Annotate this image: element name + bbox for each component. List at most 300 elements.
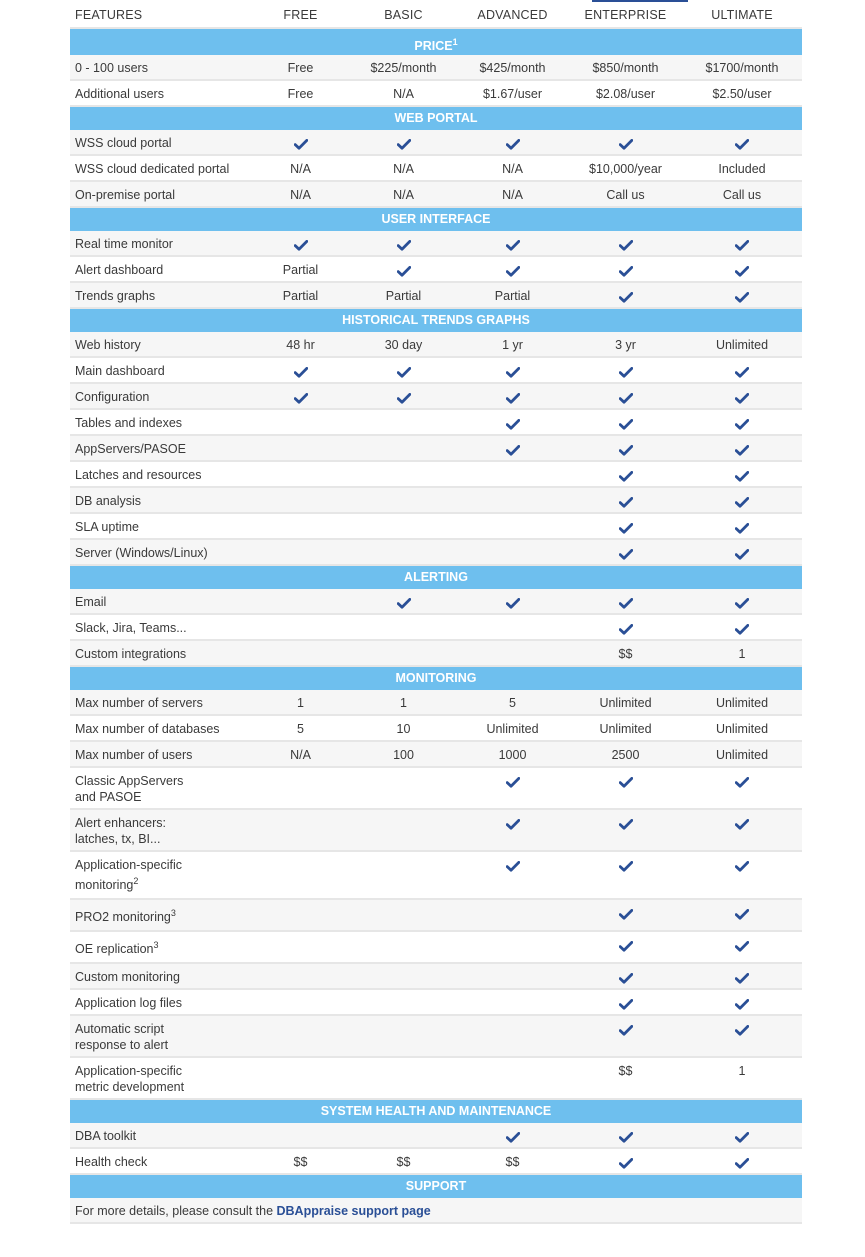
checkmark-icon (619, 445, 633, 455)
cell-ultimate (682, 932, 802, 962)
cell-enterprise (569, 410, 682, 434)
checkmark-icon (735, 819, 749, 829)
cell-free: N/A (290, 188, 311, 202)
feature-label-text: Health check (75, 1155, 148, 1169)
footnote-marker: 3 (170, 908, 176, 918)
feature-label (70, 462, 250, 486)
checkmark-icon (735, 419, 749, 429)
cell-basic (351, 990, 456, 1014)
table-row (70, 615, 802, 641)
cell-ultimate (682, 257, 802, 281)
table-row (70, 231, 802, 257)
cell-basic: 10 (396, 722, 411, 736)
cell-ultimate (682, 1123, 802, 1147)
cell-free (250, 410, 351, 434)
checkmark-icon (619, 549, 633, 559)
column-header-advanced: ADVANCED (477, 8, 548, 22)
cell-advanced: N/A (502, 162, 523, 176)
checkmark-icon (506, 445, 520, 455)
cell-advanced (456, 932, 569, 962)
feature-label-text: Real time monitor (75, 237, 173, 251)
cell-ultimate (682, 410, 802, 434)
cell-basic (351, 130, 456, 154)
cell-basic: $225/month (370, 61, 437, 75)
cell-enterprise (569, 462, 682, 486)
column-header-features: FEATURES (75, 8, 143, 22)
cell-basic (351, 1058, 456, 1098)
cell-free: N/A (290, 162, 311, 176)
section-header-price (70, 29, 802, 55)
feature-label-text: Web history (75, 338, 141, 352)
cell-enterprise: Unlimited (599, 696, 652, 710)
checkmark-icon (735, 139, 749, 149)
cell-enterprise: Call us (606, 188, 645, 202)
table-row (70, 768, 802, 810)
cell-ultimate (682, 990, 802, 1014)
feature-label (70, 81, 250, 105)
table-row (70, 81, 802, 107)
checkmark-icon (619, 777, 633, 787)
feature-label-text: Max number of databases (75, 722, 220, 736)
checkmark-icon (735, 1158, 749, 1168)
cell-ultimate (682, 852, 802, 898)
checkmark-icon (619, 1132, 633, 1142)
table-row (70, 130, 802, 156)
feature-label-text: Trends graphs (75, 289, 156, 303)
footnote-marker: 3 (153, 940, 159, 950)
checkmark-icon (506, 367, 520, 377)
cell-advanced: 1 yr (502, 338, 523, 352)
checkmark-icon (735, 624, 749, 634)
checkmark-icon (619, 139, 633, 149)
feature-label-text: SLA uptime (75, 520, 139, 534)
cell-free (250, 540, 351, 564)
cell-basic (351, 768, 456, 808)
feature-label-text: WSS cloud dedicated portal (75, 162, 230, 176)
cell-basic (351, 384, 456, 408)
feature-label (70, 1058, 250, 1098)
cell-enterprise (569, 768, 682, 808)
checkmark-icon (506, 777, 520, 787)
cell-ultimate (682, 514, 802, 538)
cell-enterprise (569, 384, 682, 408)
cell-free (250, 358, 351, 382)
table-row (70, 1123, 802, 1149)
cell-enterprise (569, 514, 682, 538)
cell-advanced (456, 488, 569, 512)
checkmark-icon (735, 999, 749, 1009)
cell-free: Free (287, 61, 314, 75)
feature-label (70, 332, 250, 356)
feature-label (70, 716, 250, 740)
checkmark-icon (735, 393, 749, 403)
feature-label-text: Custom monitoring (75, 970, 180, 984)
cell-enterprise: $$ (618, 1064, 633, 1078)
cell-advanced (456, 436, 569, 460)
cell-free (250, 1123, 351, 1147)
cell-ultimate (682, 589, 802, 613)
feature-label-text: DBA toolkit (75, 1129, 137, 1143)
cell-ultimate (682, 384, 802, 408)
table-row (70, 156, 802, 182)
feature-label-text: Alert dashboard (75, 263, 164, 277)
cell-advanced (456, 589, 569, 613)
checkmark-icon (735, 1132, 749, 1142)
cell-enterprise (569, 615, 682, 639)
checkmark-icon (619, 819, 633, 829)
feature-label-text: Classic AppServers and PASOE (75, 774, 184, 804)
cell-advanced (456, 462, 569, 486)
cell-free (250, 589, 351, 613)
cell-advanced: $1.67/user (482, 87, 543, 101)
table-row (70, 182, 802, 208)
checkmark-icon (506, 240, 520, 250)
checkmark-icon (619, 419, 633, 429)
cell-advanced (456, 1058, 569, 1098)
table-row (70, 283, 802, 309)
feature-label-text: Application-specific monitoring (75, 858, 182, 893)
checkmark-icon (619, 861, 633, 871)
cell-basic (351, 852, 456, 898)
cell-advanced (456, 410, 569, 434)
feature-label (70, 589, 250, 613)
section-header-system-health-and-maintenance (70, 1100, 802, 1123)
cell-free (250, 768, 351, 808)
feature-label-text: DB analysis (75, 494, 141, 508)
table-row (70, 932, 802, 964)
feature-label (70, 964, 250, 988)
table-row (70, 436, 802, 462)
cell-enterprise (569, 1123, 682, 1147)
table-row (70, 690, 802, 716)
cell-enterprise: $10,000/year (589, 162, 662, 176)
table-row (70, 852, 802, 900)
cell-advanced (456, 257, 569, 281)
checkmark-icon (619, 941, 633, 951)
table-row (70, 488, 802, 514)
cell-free (250, 231, 351, 255)
cell-enterprise (569, 1016, 682, 1056)
checkmark-icon (506, 1132, 520, 1142)
feature-label-text: AppServers/PASOE (75, 442, 186, 456)
cell-ultimate: Unlimited (715, 696, 769, 710)
table-row (70, 384, 802, 410)
checkmark-icon (506, 419, 520, 429)
section-title: PRICE (414, 39, 453, 54)
cell-enterprise (569, 810, 682, 850)
feature-label (70, 690, 250, 714)
table-row (70, 1016, 802, 1058)
checkmark-icon (735, 1025, 749, 1035)
checkmark-icon (506, 861, 520, 871)
feature-label-text: Max number of users (75, 748, 193, 762)
cell-free (250, 1058, 351, 1098)
footnote-marker: 1 (452, 37, 458, 47)
cell-basic (351, 231, 456, 255)
cell-ultimate: $2.50/user (712, 87, 772, 101)
support-details-text (70, 1198, 802, 1222)
section-header-historical-trends-graphs (70, 309, 802, 332)
cell-ultimate: Unlimited (715, 748, 769, 762)
cell-advanced (456, 231, 569, 255)
cell-basic (351, 436, 456, 460)
checkmark-icon (735, 598, 749, 608)
cell-advanced (456, 964, 569, 988)
cell-ultimate: 1 (738, 647, 746, 661)
table-row (70, 1058, 802, 1100)
section-header-alerting (70, 566, 802, 589)
cell-basic (351, 615, 456, 639)
cell-enterprise (569, 964, 682, 988)
table-row (70, 810, 802, 852)
cell-ultimate (682, 283, 802, 307)
cell-basic (351, 1123, 456, 1147)
section-title: SYSTEM HEALTH AND MAINTENANCE (320, 1104, 552, 1118)
feature-label (70, 990, 250, 1014)
table-header-row (70, 2, 802, 29)
column-header-free: FREE (283, 8, 318, 22)
cell-ultimate: Unlimited (715, 722, 769, 736)
column-header-ultimate: ULTIMATE (711, 8, 773, 22)
table-row (70, 514, 802, 540)
feature-label (70, 1149, 250, 1173)
feature-label (70, 182, 250, 206)
checkmark-icon (397, 266, 411, 276)
feature-label (70, 742, 250, 766)
cell-enterprise (569, 283, 682, 307)
cell-free (250, 130, 351, 154)
feature-label-text: Custom integrations (75, 647, 187, 661)
section-title: HISTORICAL TRENDS GRAPHS (342, 313, 530, 327)
section-header-monitoring (70, 667, 802, 690)
cell-advanced (456, 1016, 569, 1056)
checkmark-icon (735, 909, 749, 919)
cell-basic: 1 (400, 696, 407, 710)
cell-ultimate (682, 130, 802, 154)
cell-basic: 30 day (384, 338, 423, 352)
cell-ultimate (682, 810, 802, 850)
section-header-user-interface (70, 208, 802, 231)
checkmark-icon (619, 240, 633, 250)
table-row (70, 55, 802, 81)
cell-basic (351, 488, 456, 512)
table-row (70, 900, 802, 932)
cell-enterprise (569, 990, 682, 1014)
checkmark-icon (619, 624, 633, 634)
cell-advanced: 5 (509, 696, 516, 710)
cell-ultimate (682, 540, 802, 564)
table-row (70, 641, 802, 667)
cell-basic (351, 932, 456, 962)
feature-label (70, 156, 250, 180)
cell-ultimate: 1 (738, 1064, 746, 1078)
feature-label-text: Slack, Jira, Teams... (75, 621, 187, 635)
feature-label-text: Configuration (75, 390, 150, 404)
cell-free (250, 964, 351, 988)
feature-label (70, 540, 250, 564)
checkmark-icon (506, 819, 520, 829)
checkmark-icon (397, 367, 411, 377)
feature-label (70, 1123, 250, 1147)
cell-free (250, 436, 351, 460)
table-row (70, 257, 802, 283)
feature-label (70, 852, 250, 898)
checkmark-icon (735, 941, 749, 951)
cell-basic (351, 1016, 456, 1056)
cell-advanced (456, 852, 569, 898)
cell-advanced (456, 384, 569, 408)
feature-label-text: Application log files (75, 996, 183, 1010)
checkmark-icon (397, 598, 411, 608)
feature-label (70, 231, 250, 255)
cell-basic (351, 641, 456, 665)
cell-enterprise (569, 852, 682, 898)
support-details-prefix: For more details, please consult the (75, 1204, 277, 1218)
support-page-link[interactable]: DBAppraise support page (276, 1204, 431, 1218)
feature-label (70, 810, 250, 850)
cell-free (250, 615, 351, 639)
cell-basic: N/A (393, 162, 414, 176)
feature-label-text: Latches and resources (75, 468, 202, 482)
cell-basic: N/A (393, 188, 414, 202)
table-row (70, 716, 802, 742)
checkmark-icon (619, 973, 633, 983)
cell-advanced (456, 130, 569, 154)
checkmark-icon (294, 393, 308, 403)
checkmark-icon (506, 139, 520, 149)
cell-ultimate: Included (718, 162, 766, 176)
feature-label-text: WSS cloud portal (75, 136, 172, 150)
cell-free: $$ (293, 1155, 308, 1169)
checkmark-icon (735, 266, 749, 276)
cell-free (250, 990, 351, 1014)
cell-basic (351, 514, 456, 538)
feature-label (70, 514, 250, 538)
table-row (70, 589, 802, 615)
feature-label-text: Application-specific metric development (75, 1064, 185, 1094)
cell-basic: $$ (396, 1155, 411, 1169)
table-row (70, 742, 802, 768)
checkmark-icon (294, 240, 308, 250)
feature-label-text: OE replication (75, 942, 154, 957)
cell-advanced (456, 990, 569, 1014)
cell-free (250, 488, 351, 512)
cell-ultimate (682, 231, 802, 255)
section-header-support (70, 1175, 802, 1198)
cell-free (250, 900, 351, 930)
feature-label (70, 1016, 250, 1056)
cell-enterprise (569, 231, 682, 255)
cell-advanced: $$ (505, 1155, 520, 1169)
cell-advanced: 1000 (498, 748, 527, 762)
checkmark-icon (619, 598, 633, 608)
feature-label-text: Automatic script response to alert (75, 1022, 169, 1052)
cell-free: Partial (282, 263, 319, 277)
cell-ultimate: $1700/month (705, 61, 779, 75)
cell-advanced (456, 641, 569, 665)
feature-label (70, 488, 250, 512)
cell-basic (351, 540, 456, 564)
checkmark-icon (735, 497, 749, 507)
cell-basic: N/A (393, 87, 414, 101)
cell-advanced: $425/month (479, 61, 546, 75)
cell-enterprise (569, 488, 682, 512)
cell-basic (351, 964, 456, 988)
checkmark-icon (619, 266, 633, 276)
checkmark-icon (735, 523, 749, 533)
section-title: WEB PORTAL (394, 111, 478, 125)
feature-label-text: Email (75, 595, 107, 609)
column-header-enterprise: ENTERPRISE (584, 8, 667, 22)
cell-advanced (456, 540, 569, 564)
pricing-table (70, 2, 802, 1224)
cell-free (250, 1016, 351, 1056)
column-header-basic: BASIC (384, 8, 423, 22)
cell-free: 1 (297, 696, 304, 710)
checkmark-icon (735, 471, 749, 481)
cell-basic (351, 358, 456, 382)
cell-enterprise: 3 yr (615, 338, 636, 352)
cell-free: 5 (297, 722, 304, 736)
checkmark-icon (619, 523, 633, 533)
feature-label (70, 283, 250, 307)
table-row (70, 964, 802, 990)
feature-label (70, 641, 250, 665)
cell-ultimate (682, 615, 802, 639)
checkmark-icon (619, 292, 633, 302)
feature-label-text: PRO2 monitoring (75, 910, 171, 925)
checkmark-icon (619, 909, 633, 919)
cell-basic (351, 589, 456, 613)
checkmark-icon (397, 139, 411, 149)
cell-enterprise: $850/month (592, 61, 659, 75)
support-details-row (70, 1198, 802, 1224)
feature-label-text: Additional users (75, 87, 164, 101)
checkmark-icon (619, 393, 633, 403)
checkmark-icon (735, 973, 749, 983)
cell-advanced (456, 768, 569, 808)
cell-enterprise (569, 932, 682, 962)
feature-label (70, 55, 250, 79)
cell-basic (351, 900, 456, 930)
table-row (70, 990, 802, 1016)
cell-enterprise: Unlimited (599, 722, 652, 736)
checkmark-icon (735, 777, 749, 787)
cell-enterprise (569, 589, 682, 613)
cell-free: 48 hr (286, 338, 315, 352)
cell-advanced (456, 900, 569, 930)
checkmark-icon (735, 445, 749, 455)
checkmark-icon (619, 1158, 633, 1168)
cell-enterprise (569, 900, 682, 930)
checkmark-icon (619, 1025, 633, 1035)
feature-label-text: Alert enhancers: latches, tx, BI... (75, 816, 167, 846)
cell-basic (351, 257, 456, 281)
feature-label-text: 0 - 100 users (75, 61, 148, 75)
table-row (70, 540, 802, 566)
feature-label-text: Tables and indexes (75, 416, 183, 430)
cell-free: Free (287, 87, 314, 101)
feature-label (70, 358, 250, 382)
footnote-marker: 2 (133, 876, 139, 886)
checkmark-icon (294, 367, 308, 377)
feature-label-text: Main dashboard (75, 364, 165, 378)
cell-enterprise (569, 257, 682, 281)
cell-ultimate (682, 768, 802, 808)
cell-ultimate (682, 436, 802, 460)
feature-label-text: Max number of servers (75, 696, 203, 710)
feature-label (70, 768, 250, 808)
